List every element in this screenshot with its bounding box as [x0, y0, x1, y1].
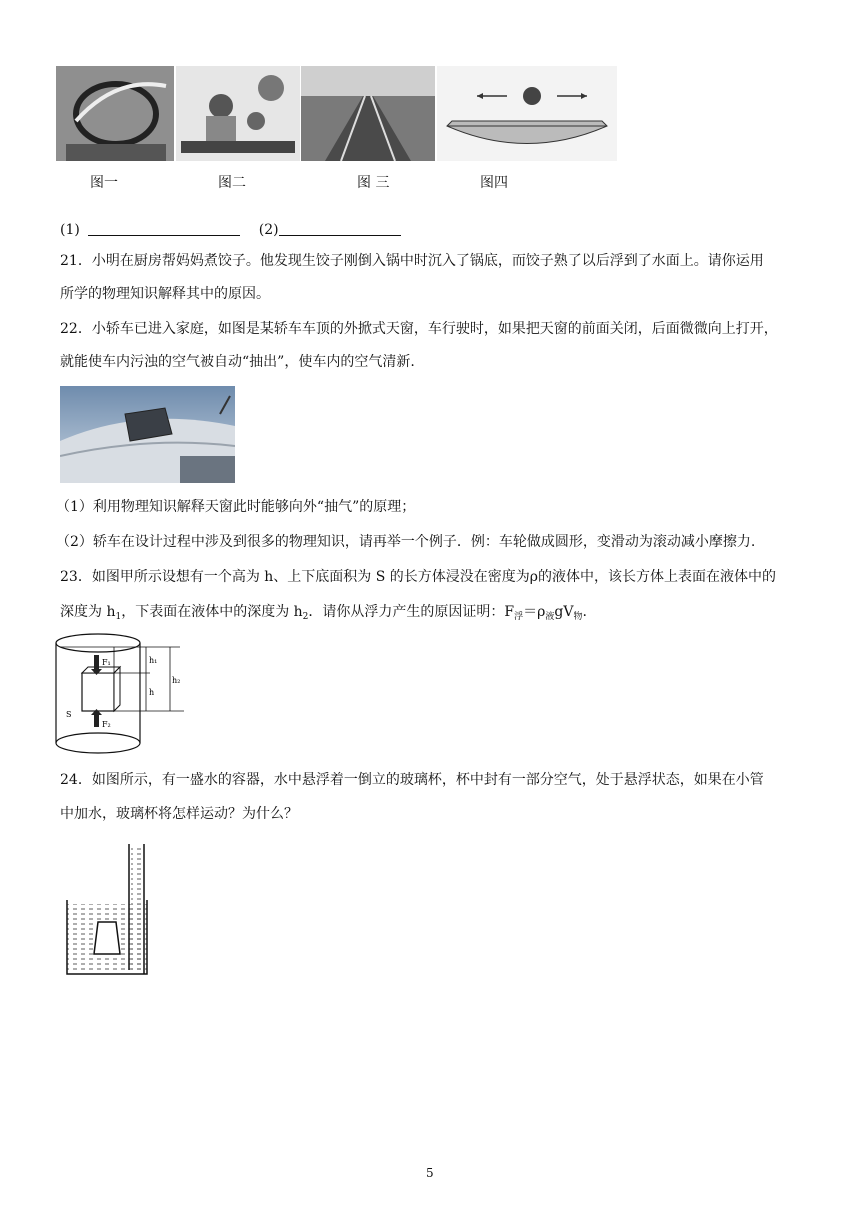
- q21-line2: 所学的物理知识解释其中的原因。: [60, 286, 270, 302]
- q20-blank1[interactable]: [88, 221, 240, 236]
- label-h2: h₂: [172, 676, 181, 685]
- figure-1-image: [56, 66, 174, 161]
- q20-blank2[interactable]: [279, 221, 401, 236]
- q22-line2: 就能使车内污浊的空气被自动“抽出”，使车内的空气清新.: [60, 354, 415, 370]
- figure-3-caption: 图 三: [357, 175, 390, 191]
- q22-line1: 22．小轿车已进入家庭，如图是某轿车车顶的外掀式天窗，车行驶时，如果把天窗的前面关闭，后面微微向上打开，: [60, 321, 778, 337]
- label-s: S: [66, 710, 72, 719]
- q22-sub2: （2）轿车在设计过程中涉及到很多的物理知识，请再举一个例子．例：车轮做成圆形，变滑动为滚动减小摩擦力.: [56, 534, 756, 550]
- q24-line1: 24．如图所示，有一盛水的容器，水中悬浮着一倒立的玻璃杯，杯中封有一部分空气，处于悬浮状态，如果在小管: [60, 772, 764, 788]
- q23-line2: 深度为 $h_1$，下表面在液体中的深度为 $h_2$．请你从浮力产生的原因证明：$F_浮=\rho_液gV_物$.: [60, 604, 587, 622]
- page-number: 5: [426, 1166, 434, 1180]
- q24-line2: 中加水，玻璃杯将怎样运动？为什么？: [60, 806, 298, 822]
- figure-2-image: [176, 66, 300, 161]
- q20-blank1-label: (1): [60, 222, 80, 238]
- figure-3-image: [301, 66, 435, 161]
- label-f2: F₂: [102, 720, 111, 729]
- q20-answer-blanks: [60, 219, 820, 241]
- figure-4-image: [437, 66, 617, 161]
- figure-1-caption: 图一: [90, 175, 118, 191]
- label-h: h: [149, 688, 155, 697]
- label-h1: h₁: [149, 656, 158, 665]
- label-f1: F₁: [102, 658, 111, 667]
- figure-4-caption: 图四: [480, 175, 508, 191]
- q22-sub1: （1）利用物理知识解释天窗此时能够向外“抽气”的原理；: [56, 499, 416, 515]
- sunroof-car-image: [60, 386, 235, 483]
- container-tube-diagram: [64, 842, 160, 976]
- q21-line1: 21．小明在厨房帮妈妈煮饺子。他发现生饺子刚倒入锅中时沉入了锅底，而饺子熟了以后浮到了水面上。请你运用: [60, 253, 764, 269]
- figure-2-caption: 图二: [218, 175, 246, 191]
- q20-blank2-label: (2): [258, 222, 279, 238]
- q23-line1: 23．如图甲所示设想有一个高为 h、上下底面积为 S 的长方体浸没在密度为ρ的液体中，该长方体上表面在液体中的: [60, 569, 777, 585]
- buoyancy-cylinder-diagram: [50, 631, 190, 759]
